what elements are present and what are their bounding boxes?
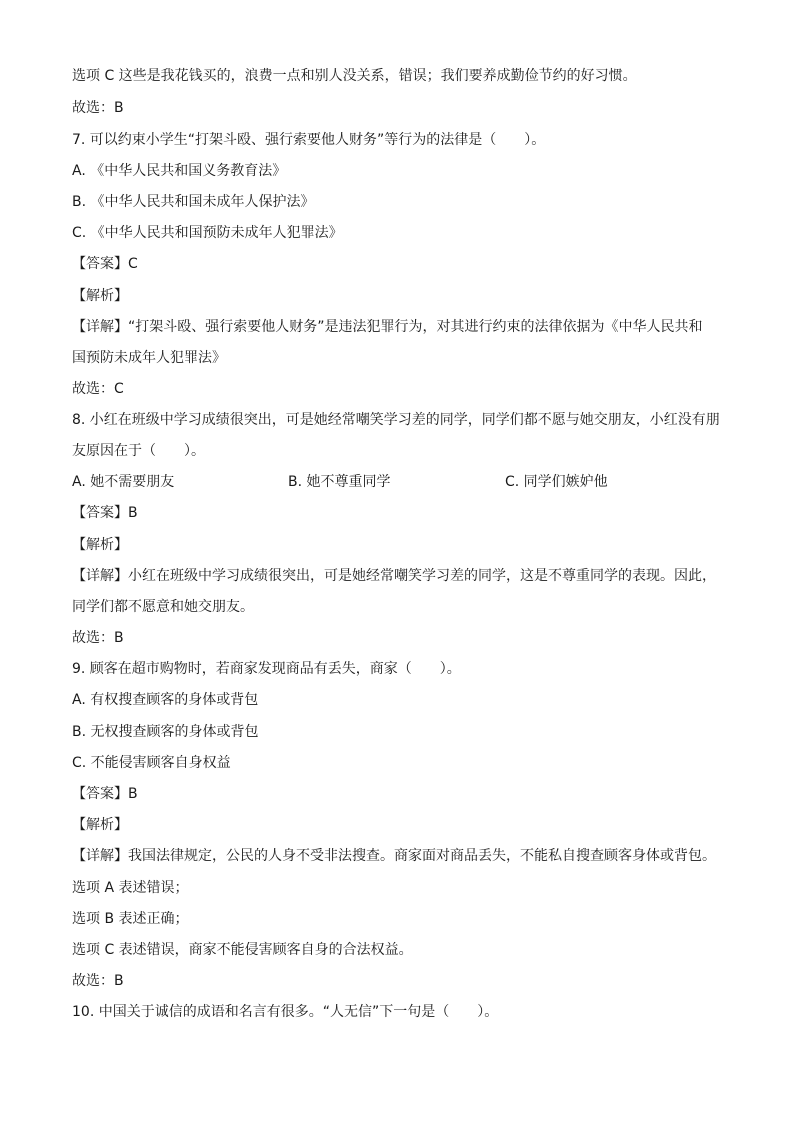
answer-label: 【答案】C [72,256,138,272]
answer-choice-line: 故选：B [72,973,124,989]
detail-line: 【详解】我国法律规定，公民的人身不受非法搜查。商家面对商品丢失，不能私自搜查顾客身体或背包。 [72,848,716,864]
detail-line: 同学们都不愿意和她交朋友。 [72,599,254,615]
question-9: 9. 顾客在超市购物时，若商家发现商品有丢失，商家（ ）。 [72,661,461,677]
option-a: A. 她不需要朋友 [72,474,175,490]
explanation-line: 选项 C 表述错误，商家不能侵害顾客自身的合法权益。 [72,942,413,958]
answer-label: 【答案】B [72,505,138,521]
text-line: 选项 C 这些是我花钱买的，浪费一点和别人没关系，错误；我们要养成勤俭节约的好习惯。 [72,68,637,84]
question-8-cont: 友原因在于（ ）。 [72,443,205,459]
option-c: C. 同学们嫉妒他 [505,474,608,490]
option-b: B. 她不尊重同学 [288,474,391,490]
answer-choice-line: 故选：B [72,100,124,116]
detail-line: 国预防未成年人犯罪法》 [72,350,226,366]
explanation-line: 选项 B 表述正确； [72,911,189,927]
question-10: 10. 中国关于诚信的成语和名言有很多。“人无信”下一句是（ ）。 [72,1004,499,1020]
analysis-label: 【解析】 [72,817,128,833]
option-c: C. 不能侵害顾客自身权益 [72,755,231,771]
answer-label: 【答案】B [72,786,138,802]
question-7: 7. 可以约束小学生“打架斗殴、强行索要他人财务”等行为的法律是（ ）。 [72,132,546,148]
option-b: B. 《中华人民共和国未成年人保护法》 [72,194,315,210]
option-b: B. 无权搜查顾客的身体或背包 [72,724,259,740]
option-c: C. 《中华人民共和国预防未成年人犯罪法》 [72,225,343,241]
answer-choice-line: 故选：C [72,381,124,397]
analysis-label: 【解析】 [72,288,128,304]
explanation-line: 选项 A 表述错误； [72,880,189,896]
option-a: A. 有权搜查顾客的身体或背包 [72,692,259,708]
analysis-label: 【解析】 [72,537,128,553]
option-a: A. 《中华人民共和国义务教育法》 [72,163,287,179]
detail-line: 【详解】小红在班级中学习成绩很突出，可是她经常嘲笑学习差的同学，这是不尊重同学的表现。因此， [72,568,716,584]
answer-choice-line: 故选：B [72,630,124,646]
detail-line: 【详解】“打架斗殴、强行索要他人财务”是违法犯罪行为，对其进行约束的法律依据为《中华人民共和 [72,319,703,335]
question-8: 8. 小红在班级中学习成绩很突出，可是她经常嘲笑学习差的同学，同学们都不愿与她交朋友，小红没有朋 [72,412,720,428]
